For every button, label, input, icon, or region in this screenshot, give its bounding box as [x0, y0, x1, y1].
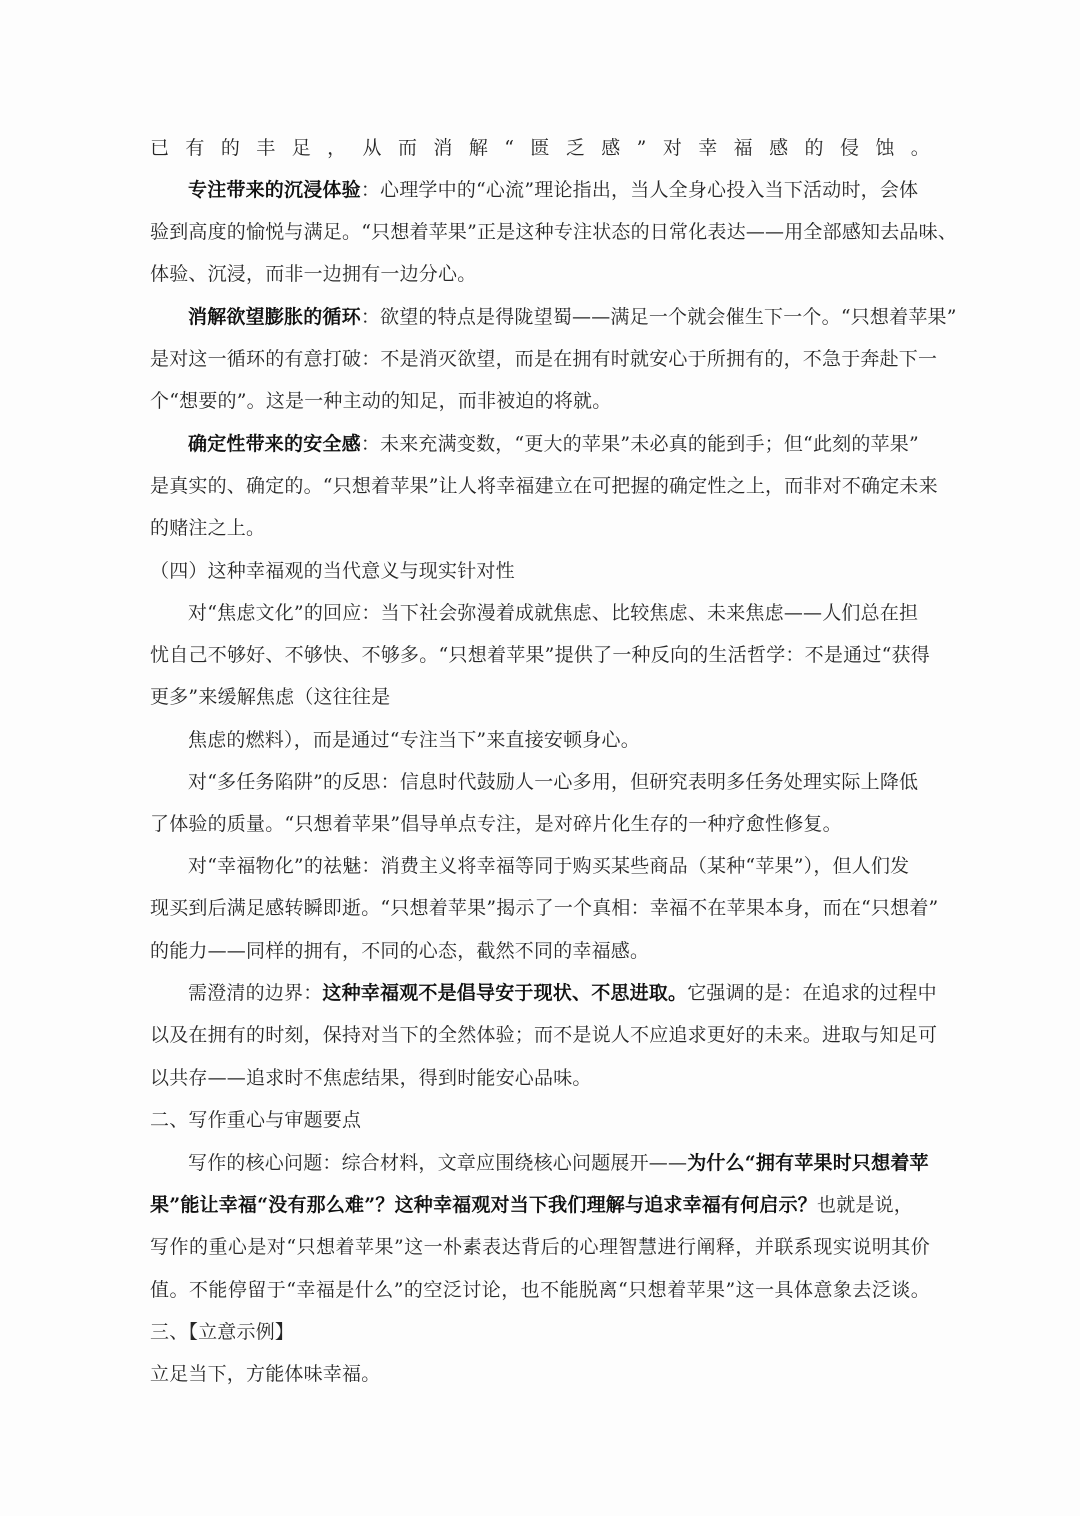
bold-heading: 专注带来的沉浸体验: [188, 179, 361, 201]
section-heading: 二、写作重心与审题要点: [150, 1109, 362, 1131]
text-line: 更多”来缓解焦虑（这往往是: [150, 686, 391, 708]
text-line: 了体验的质量。“只想着苹果”倡导单点专注，是对碎片化生存的一种疗愈性修复。: [150, 813, 842, 835]
text-line: 对“焦虑文化”的回应：当下社会弥漫着成就焦虑、比较焦虑、未来焦虑——人们总在担: [188, 602, 919, 624]
section-heading: （四）这种幸福观的当代意义与现实针对性: [150, 560, 515, 582]
text-line: 需澄清的边界：这种幸福观不是倡导安于现状、不思进取。它强调的是：在追求的过程中: [188, 982, 937, 1004]
text-line: 焦虑的燃料），而是通过“专注当下”来直接安顿身心。: [188, 729, 640, 751]
text-line: 写作的核心问题：综合材料，文章应围绕核心问题展开——为什么“拥有苹果时只想着苹: [188, 1152, 929, 1174]
bold-heading: 消解欲望膨胀的循环: [188, 306, 361, 328]
text-line: 是对这一循环的有意打破：不是消灭欲望，而是在拥有时就安心于所拥有的，不急于奔赴下一: [150, 348, 938, 370]
bold-heading: 确定性带来的安全感: [188, 433, 361, 455]
text-line: 个“想要的”。这是一种主动的知足，而非被迫的将就。: [150, 390, 612, 412]
text-line: 忧自己不够好、不够快、不够多。“只想着苹果”提供了一种反向的生活哲学：不是通过“获得: [150, 644, 930, 666]
text-line: 写作的重心是对“只想着苹果”这一朴素表达背后的心理智慧进行阐释，并联系现实说明其价: [150, 1236, 930, 1258]
bold-statement: 果”能让幸福“没有那么难”？这种幸福观对当下我们理解与追求幸福有何启示？: [150, 1194, 817, 1216]
text-line: 现买到后满足感转瞬即逝。“只想着苹果”揭示了一个真相：幸福不在苹果本身，而在“只想着”: [150, 897, 939, 919]
section-heading: 三、【立意示例】: [150, 1321, 295, 1343]
bold-statement: 这种幸福观不是倡导安于现状、不思进取。: [322, 982, 688, 1004]
text-line: 以及在拥有的时刻，保持对当下的全然体验；而不是说人不应追求更好的未来。进取与知足可: [150, 1024, 938, 1046]
text-line: 立足当下，方能体味幸福。: [150, 1363, 381, 1385]
text-line: 消解欲望膨胀的循环：欲望的特点是得陇望蜀——满足一个就会催生下一个。“只想着苹果”: [188, 306, 957, 328]
text-line: 确定性带来的安全感：未来充满变数，“更大的苹果”未必真的能到手；但“此刻的苹果”: [188, 433, 919, 455]
text-line: 的赌注之上。: [150, 517, 266, 539]
text-line: 已有的丰足，从而消解“匮乏感”对幸福感的侵蚀。: [150, 137, 930, 159]
text-line: 体验、沉浸，而非一边拥有一边分心。: [150, 263, 477, 285]
text-line: 以共存——追求时不焦虑结果，得到时能安心品味。: [150, 1067, 592, 1089]
text-line: 值。不能停留于“幸福是什么”的空泛讨论，也不能脱离“只想着苹果”这一具体意象去泛谈。: [150, 1279, 930, 1301]
text-line: 是真实的、确定的。“只想着苹果”让人将幸福建立在可把握的确定性之上，而非对不确定未来: [150, 475, 938, 497]
text-line: 对“幸福物化”的祛魅：消费主义将幸福等同于购买某些商品（某种“苹果”），但人们发: [188, 855, 910, 877]
text-line: 对“多任务陷阱”的反思：信息时代鼓励人一心多用，但研究表明多任务处理实际上降低: [188, 771, 919, 793]
bold-statement: 为什么“拥有苹果时只想着苹: [687, 1152, 929, 1174]
text-line: 验到高度的愉悦与满足。“只想着苹果”正是这种专注状态的日常化表达——用全部感知去品味、: [150, 221, 958, 243]
text-line: 的能力——同样的拥有，不同的心态，截然不同的幸福感。: [150, 940, 650, 962]
text-line: 果”能让幸福“没有那么难”？这种幸福观对当下我们理解与追求幸福有何启示？也就是说，: [150, 1194, 914, 1216]
text-line: 专注带来的沉浸体验：心理学中的“心流”理论指出，当人全身心投入当下活动时，会体: [188, 179, 919, 201]
